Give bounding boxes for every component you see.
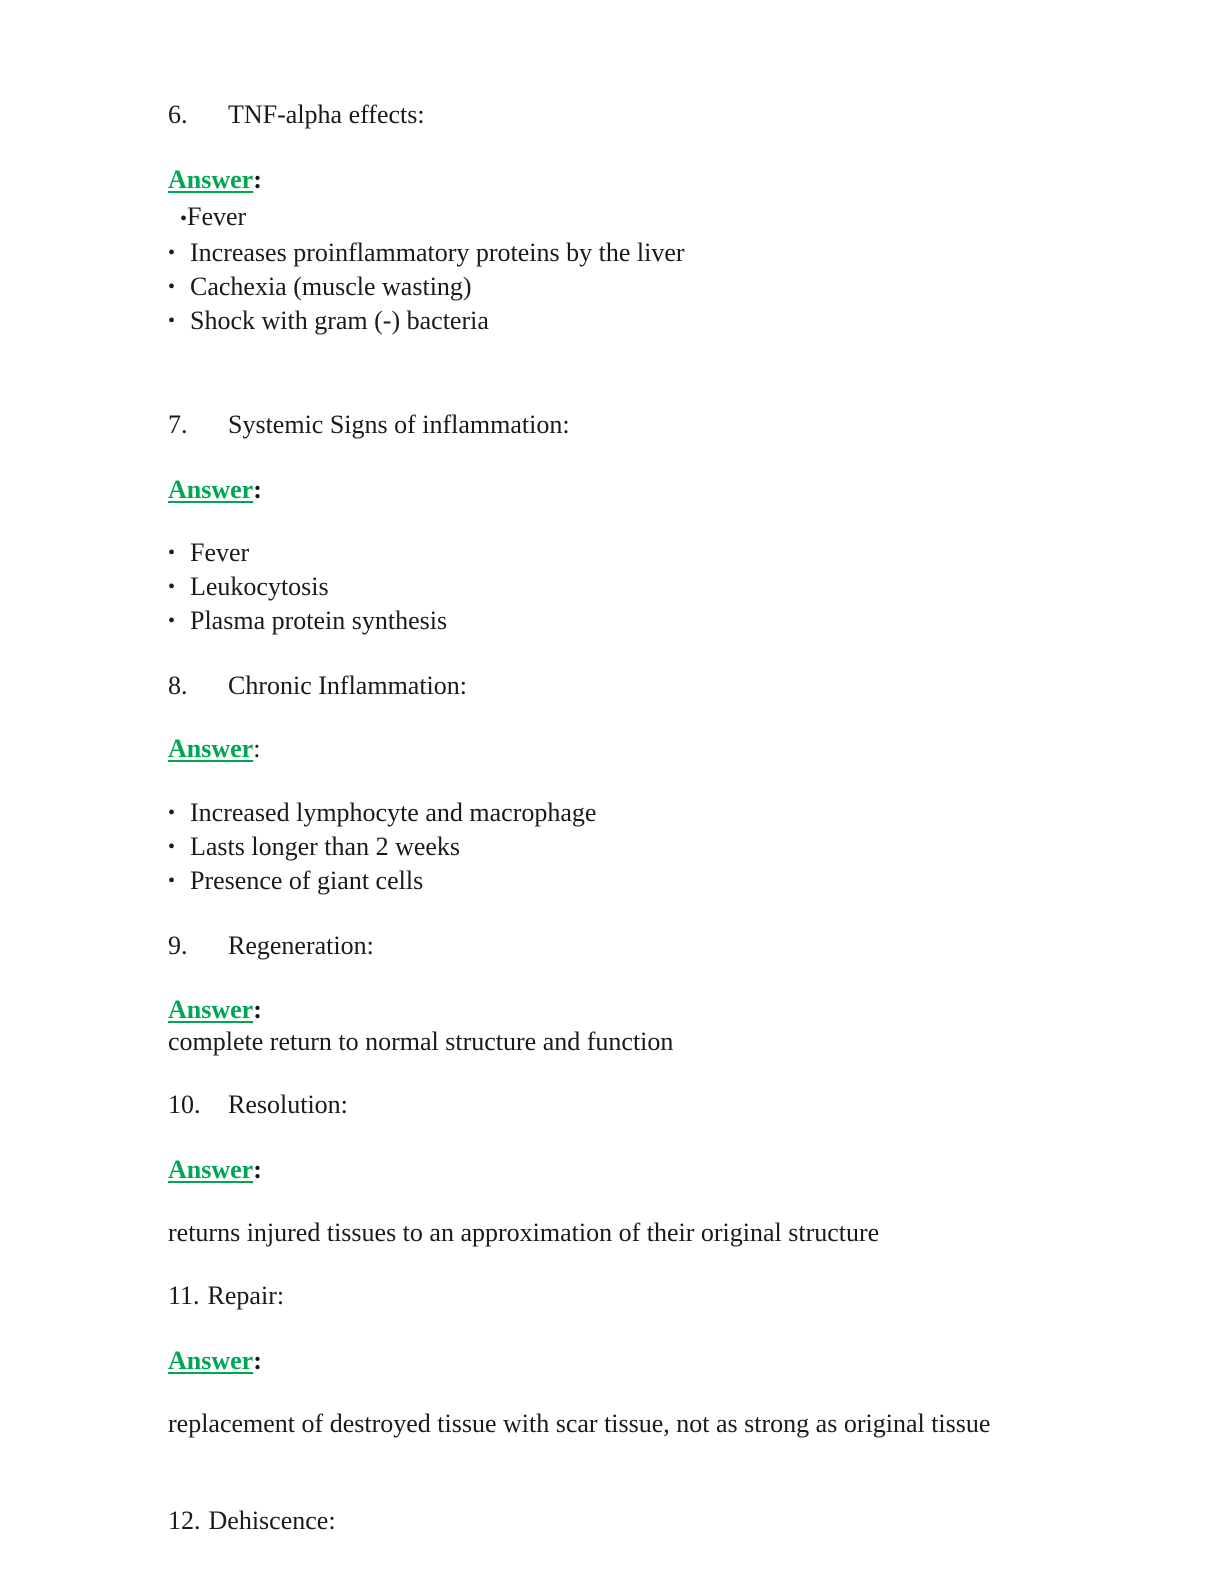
list-item-text: Lasts longer than 2 weeks <box>190 832 461 861</box>
bullet: • <box>168 610 176 632</box>
answer-heading <box>168 732 1104 766</box>
bullet: • <box>168 576 176 598</box>
answer-11-text: replacement of destroyed tissue with scar tissue, not as strong as original tissue <box>168 1409 991 1438</box>
answer-label: Answer <box>168 475 254 504</box>
question-title: Dehiscence: <box>208 1506 336 1535</box>
list-item <box>168 270 1104 304</box>
answer-heading <box>168 163 1104 197</box>
list-item-text: Increased lymphocyte and macrophage <box>190 798 597 827</box>
answer-heading <box>168 993 1104 1027</box>
question-title: TNF-alpha effects: <box>228 100 425 129</box>
answer-label: Answer <box>168 734 254 763</box>
bullet: • <box>168 276 176 298</box>
answer-7-list <box>168 536 1104 638</box>
list-item <box>168 304 1104 338</box>
question-number: 6. <box>168 100 188 129</box>
answer-label: Answer <box>168 1155 254 1184</box>
list-item-text: Shock with gram (-) bacteria <box>190 306 489 335</box>
question-title: Resolution: <box>228 1090 348 1119</box>
question-title: Systemic Signs of inflammation: <box>228 410 570 439</box>
question-title: Regeneration: <box>228 931 374 960</box>
bullet: • <box>168 836 176 858</box>
question-9-heading <box>168 929 1104 963</box>
answer-colon: : <box>253 1346 262 1375</box>
list-item <box>168 536 1104 570</box>
list-item-text: Fever <box>187 202 247 231</box>
question-number: 8. <box>168 671 188 700</box>
question-title: Chronic Inflammation: <box>228 671 468 700</box>
answer-heading <box>168 1153 1104 1187</box>
bullet: • <box>168 242 176 264</box>
answer-colon: : <box>253 165 262 194</box>
answer-colon: : <box>253 475 262 504</box>
question-8-heading <box>168 669 1104 703</box>
question-6-heading <box>168 98 1104 132</box>
bullet: • <box>168 310 176 332</box>
list-item <box>168 236 1104 270</box>
question-11-heading <box>168 1279 1104 1313</box>
answer-8-list <box>168 796 1104 898</box>
question-number: 7. <box>168 410 188 439</box>
question-number: 11. <box>168 1281 200 1310</box>
list-item <box>168 830 1104 864</box>
bullet: • <box>168 802 176 824</box>
answer-heading <box>168 473 1104 507</box>
bullet: • <box>168 870 176 892</box>
answer-6-list <box>168 200 1104 338</box>
list-item-text: Presence of giant cells <box>190 866 424 895</box>
question-number: 12. <box>168 1506 201 1535</box>
answer-label: Answer <box>168 165 254 194</box>
list-item-text: Cachexia (muscle wasting) <box>190 272 472 301</box>
question-10-heading <box>168 1088 1104 1122</box>
answer-9-text: complete return to normal structure and function <box>168 1027 674 1056</box>
question-title: Repair: <box>207 1281 285 1310</box>
answer-colon: : <box>253 1155 262 1184</box>
list-item-text: Leukocytosis <box>190 572 329 601</box>
question-number: 9. <box>168 931 188 960</box>
question-number: 10. <box>168 1090 201 1119</box>
answer-colon: : <box>253 734 261 763</box>
list-item-text: Increases proinflammatory proteins by the liver <box>190 238 685 267</box>
list-item-text: Plasma protein synthesis <box>190 606 448 635</box>
question-12-heading <box>168 1504 1104 1538</box>
answer-colon: : <box>253 995 262 1024</box>
answer-heading <box>168 1344 1104 1378</box>
bullet: • <box>180 208 188 230</box>
answer-10-text: returns injured tissues to an approximation of their original structure <box>168 1218 880 1247</box>
list-item <box>168 604 1104 638</box>
bullet: • <box>168 542 176 564</box>
answer-label: Answer <box>168 995 254 1024</box>
list-item-text: Fever <box>190 538 250 567</box>
question-7-heading <box>168 408 1104 442</box>
list-item <box>168 796 1104 830</box>
answer-label: Answer <box>168 1346 254 1375</box>
list-item <box>168 570 1104 604</box>
list-item <box>168 864 1104 898</box>
list-item <box>168 200 1104 236</box>
